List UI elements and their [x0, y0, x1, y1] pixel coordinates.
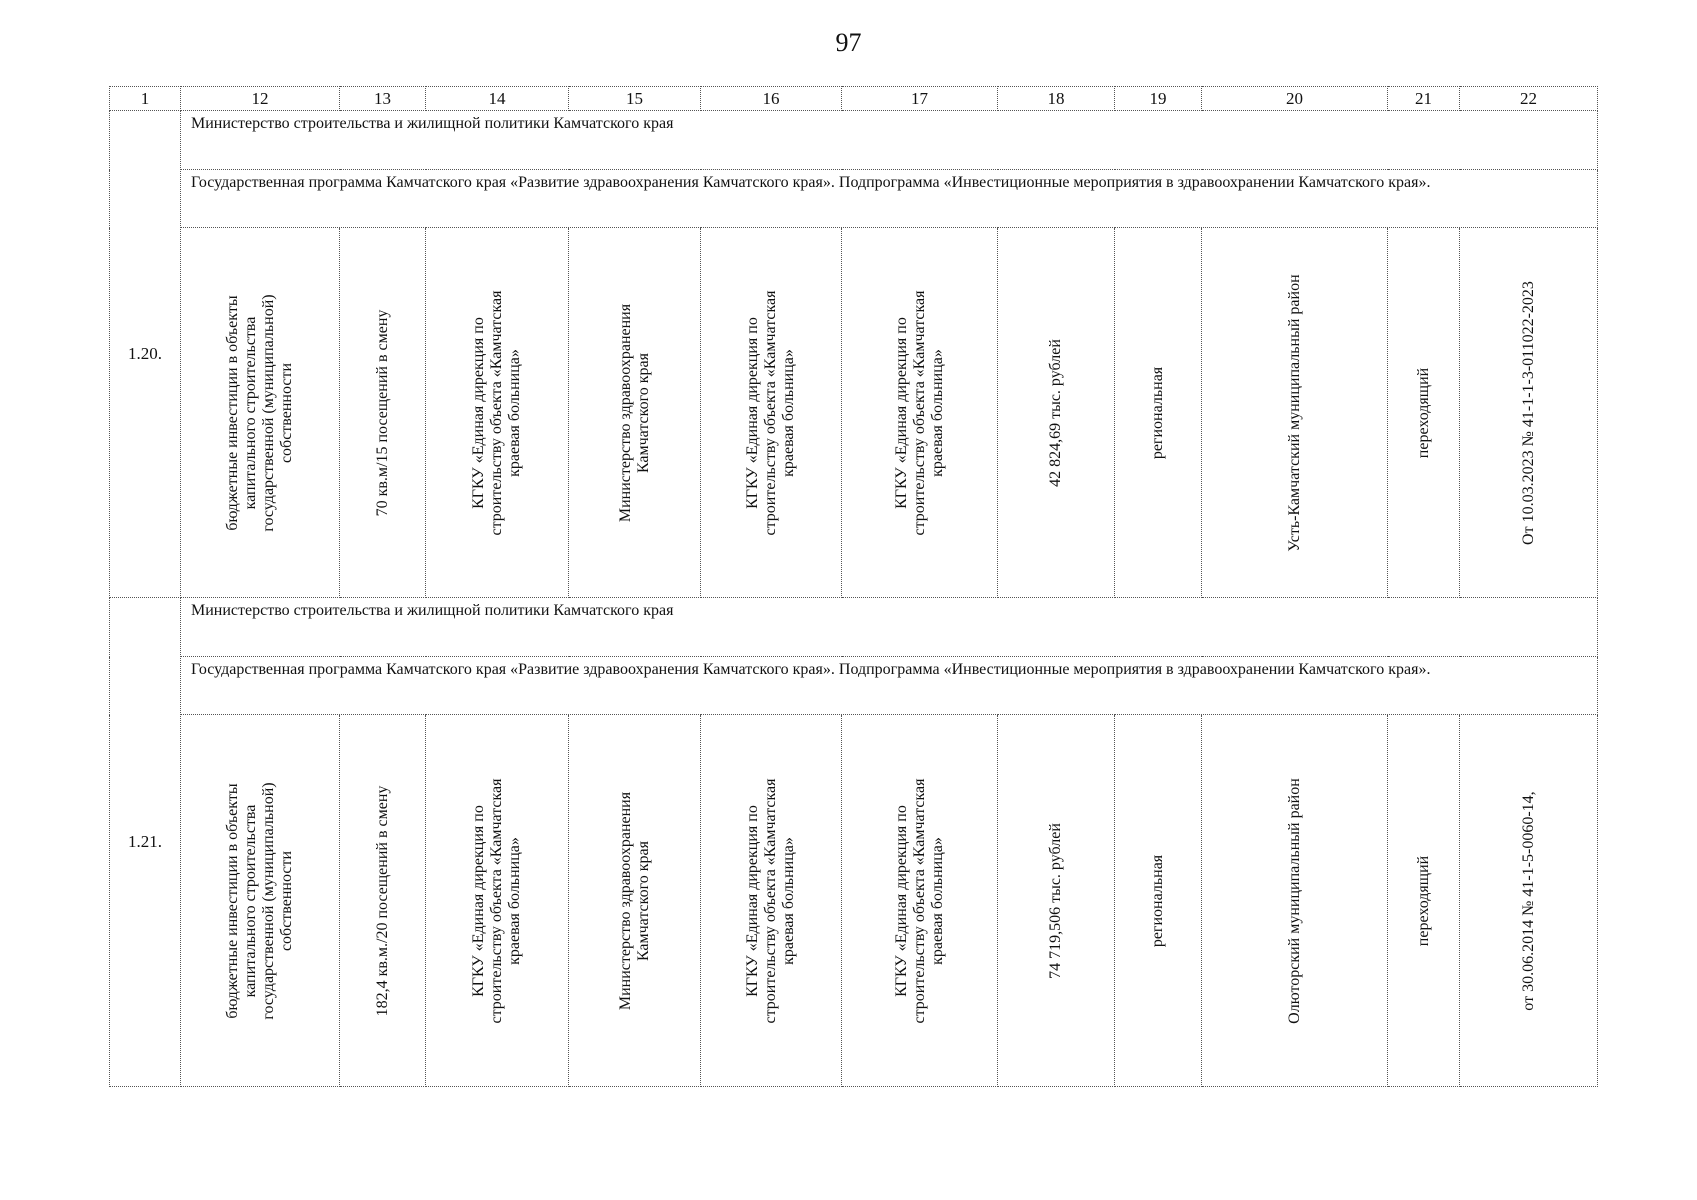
- table-row: [110, 228, 1598, 598]
- table-cell: [1388, 715, 1460, 1087]
- row-number: 1.20.: [110, 111, 181, 598]
- capacity: 182,4 кв.м./20 посещений в смену: [373, 785, 391, 1016]
- developer: КГКУ «Единая дирекция по строительству объекта «Камчатская краевая больница»: [470, 290, 523, 535]
- column-header: 22: [1460, 87, 1598, 111]
- table-row: [110, 170, 1598, 228]
- column-header: 21: [1388, 87, 1460, 111]
- table-cell: [842, 715, 998, 1087]
- table-cell: [340, 715, 426, 1087]
- table-cell: [181, 715, 340, 1087]
- table-cell: [701, 228, 842, 598]
- program-name: Государственная программа Камчатского края «Развитие здравоохранения Камчатского края». Подпрограмма «Инвестиционные мероприятия в здравоохранении Камчатского края».: [181, 170, 1598, 228]
- project-status: переходящий: [1414, 855, 1432, 946]
- table-cell: [1202, 715, 1388, 1087]
- column-header: 13: [340, 87, 426, 111]
- ministry-name: Министерство строительства и жилищной политики Камчатского края: [181, 111, 1598, 170]
- table-cell: [701, 715, 842, 1087]
- table-cell: [998, 228, 1115, 598]
- location: Усть-Камчатский муниципальный район: [1285, 273, 1303, 552]
- customer: Министерство здравоохранения Камчатского края: [616, 303, 652, 522]
- expertise-conclusion: От 10.03.2023 № 41-1-1-3-011022-2023: [1519, 280, 1537, 545]
- operator: КГКУ «Единая дирекция по строительству объекта «Камчатская краевая больница»: [892, 290, 946, 535]
- column-header: 16: [701, 87, 842, 111]
- column-header: 15: [569, 87, 701, 111]
- table-cell: [998, 715, 1115, 1087]
- table-cell: [1202, 228, 1388, 598]
- table-cell: [1115, 228, 1202, 598]
- investment-type: бюджетные инвестиции в объекты капитального строительства государственной (муниципальной) собственности: [224, 293, 295, 532]
- row-number: 1.21.: [110, 598, 181, 1087]
- developer: КГКУ «Единая дирекция по строительству объекта «Камчатская краевая больница»: [470, 778, 523, 1023]
- table-cell: [181, 228, 340, 598]
- table-row: [110, 715, 1598, 1087]
- column-header: 19: [1115, 87, 1202, 111]
- column-header: 12: [181, 87, 340, 111]
- ministry-name: Министерство строительства и жилищной политики Камчатского края: [181, 598, 1598, 657]
- table-cell: [1460, 228, 1598, 598]
- table-cell: [569, 715, 701, 1087]
- column-header: 18: [998, 87, 1115, 111]
- contractor: КГКУ «Единая дирекция по строительству объекта «Камчатская краевая больница»: [744, 290, 797, 535]
- column-header: 1: [110, 87, 181, 111]
- table-cell: [1460, 715, 1598, 1087]
- estimated-cost: 74 719,506 тыс. рублей: [1047, 822, 1064, 979]
- column-number-row: [110, 87, 1598, 111]
- projects-table: [109, 86, 1598, 1087]
- table-cell: [1388, 228, 1460, 598]
- customer: Министерство здравоохранения Камчатского края: [616, 791, 652, 1010]
- project-status: переходящий: [1414, 367, 1432, 458]
- capacity: 70 кв.м/15 посещений в смену: [373, 309, 391, 516]
- contractor: КГКУ «Единая дирекция по строительству объекта «Камчатская краевая больница»: [744, 778, 797, 1023]
- location: Олюторский муниципальный район: [1285, 777, 1303, 1024]
- table-cell: [340, 228, 426, 598]
- table-cell: [569, 228, 701, 598]
- table-cell: [426, 228, 569, 598]
- program-name: Государственная программа Камчатского края «Развитие здравоохранения Камчатского края». Подпрограмма «Инвестиционные мероприятия в здравоохранении Камчатского края».: [181, 657, 1598, 715]
- table-row: [110, 598, 1598, 657]
- table-cell: [426, 715, 569, 1087]
- table-row: [110, 111, 1598, 170]
- operator: КГКУ «Единая дирекция по строительству объекта «Камчатская краевая больница»: [892, 778, 946, 1023]
- column-header: 20: [1202, 87, 1388, 111]
- column-header: 14: [426, 87, 569, 111]
- expertise-conclusion: от 30.06.2014 № 41-1-5-0060-14,: [1519, 790, 1537, 1011]
- investment-type: бюджетные инвестиции в объекты капитального строительства государственной (муниципальной) собственности: [224, 781, 295, 1020]
- table-cell: [842, 228, 998, 598]
- table-cell: [1115, 715, 1202, 1087]
- ownership-level: региональная: [1149, 366, 1166, 459]
- table-row: [110, 657, 1598, 715]
- page-number: 97: [835, 28, 862, 57]
- column-header: 17: [842, 87, 998, 111]
- estimated-cost: 42 824,69 тыс. рублей: [1047, 338, 1064, 487]
- ownership-level: региональная: [1149, 854, 1166, 947]
